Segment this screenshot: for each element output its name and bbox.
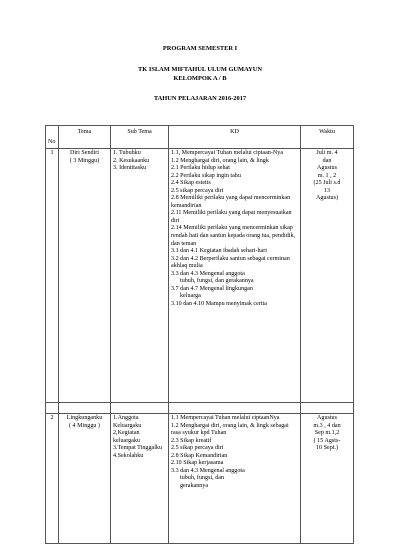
kd-item: 3.3 dan 4.3 Mengenal anggota <box>171 270 245 277</box>
header-kd: KD <box>169 126 301 149</box>
row-waktu: Agustus m.3 , 4 dan Sep m.1,2 ( 15 Agsts- 10 Sept.) <box>301 414 354 544</box>
sub-tema-item: 2,Kegiatan keluargaku <box>113 430 140 444</box>
sub-tema-item: 3.Tempat Tinggalku <box>113 445 163 452</box>
table-row <box>46 414 354 544</box>
kd-item: keluarga <box>180 293 201 300</box>
header-tema: Tema <box>59 126 111 149</box>
table-row <box>46 149 354 403</box>
kd-item: 1.1, Mempercayai Tuhan melalui ciptaan-Nya <box>171 150 284 156</box>
sub-tema-item: 1. Tubuhku <box>113 150 141 156</box>
kd-item: 2.5 sikap percaya diri <box>171 445 224 452</box>
kd-item: 2.11 Memiliki perilaku yang dapat menyesuaikan diri <box>171 210 292 224</box>
sub-tema-item: 2. Kesukaanku <box>113 157 150 164</box>
kd-item: 1.2 Menghargai diri, orang lain, & lingk sebagai rasa syukur kpd Tuhan <box>171 422 289 437</box>
sub-tema-item: 1.Anggota Keluargaku <box>113 415 142 429</box>
kd-item: gerakannya <box>180 482 209 489</box>
sub-tema-item: 4.Sekolahku <box>113 452 144 459</box>
kd-item: 3.1 dan 4.1 Kegiatan ibadah sehari-hari <box>171 248 267 255</box>
kd-item: 3.10 dan 4.10 Mampu menyimak cerita <box>171 300 267 307</box>
row-sub-tema <box>111 149 169 403</box>
row-kd <box>169 414 301 544</box>
row-number: 2 <box>46 414 59 544</box>
kd-item: 2.4 Sikap estetis <box>171 180 211 187</box>
kd-item: 3.3 dan 4.3 Mengenal anggota <box>171 467 245 474</box>
kd-item: 1.2 Menghargai diri, orang lain, & lingk <box>171 157 269 164</box>
spacer-row <box>46 403 354 414</box>
semester-program-table <box>45 125 354 544</box>
table-header-row <box>46 126 354 149</box>
header-waktu: Waktu <box>301 126 354 149</box>
kd-item: 2.14 Memiliki perilaku yang mencerminkan sikap rendah hati dan santun kepada orang tua, pendidik, dan teman <box>171 225 296 247</box>
sub-tema-item: 3. Identitasku <box>113 165 147 172</box>
kd-item: 3.2 dan 4.2 Berperilaku santun sebagai cerminan akhlaq mulia <box>171 255 290 270</box>
group-label: KELOMPOK A / B <box>173 75 227 82</box>
kd-item: 3.7 dan 4.7 Mengenal lingkungan <box>171 285 253 292</box>
academic-year: TAHUN PELAJARAN 2016-2017 <box>153 95 247 102</box>
row-sub-tema <box>111 414 169 544</box>
row-tema: Diri Sendiri ( 3 Minggu) <box>59 149 111 403</box>
program-title: PROGRAM SEMESTER I <box>162 45 238 52</box>
kd-item: 2.1 Perilaku hidup sehat <box>171 165 230 172</box>
kd-item: tubuh, fungsi, dan <box>180 475 225 482</box>
kd-item: 2.8 Memiliki perilaku yang dapat mencerminkan kemandirian <box>171 195 291 209</box>
row-waktu: Juli m. 4 dan Agustus m. 1 , 2 (25 Juli s.d 13 Agustus) <box>301 149 354 403</box>
kd-item: 2.8 Sikap Kemandirian <box>171 452 228 459</box>
row-number: 1 <box>46 149 59 403</box>
kd-item: 2.3 Sikap kreatif <box>171 437 212 444</box>
header-no: No <box>46 126 59 149</box>
kd-item: 2.10 Sikap kerjasama <box>171 460 224 467</box>
row-tema: Lingkunganku ( 4 Minggu ) <box>59 414 111 544</box>
row-kd <box>169 149 301 403</box>
kd-item: 1.1 Mempercayai Tuhan melalui ciptaanNya <box>171 415 280 421</box>
kd-item: 2.2 Perilaku sikap ingin tahu <box>171 172 241 179</box>
kd-item: 2.5 sikap percaya diri <box>171 187 224 194</box>
school-name: TK ISLAM MIFTAHUL ULUM GUMAYUN <box>138 66 262 73</box>
kd-item: tubuh, fungsi, dan gerakannya <box>180 278 254 285</box>
header-sub-tema: Sub Tema <box>111 126 169 149</box>
